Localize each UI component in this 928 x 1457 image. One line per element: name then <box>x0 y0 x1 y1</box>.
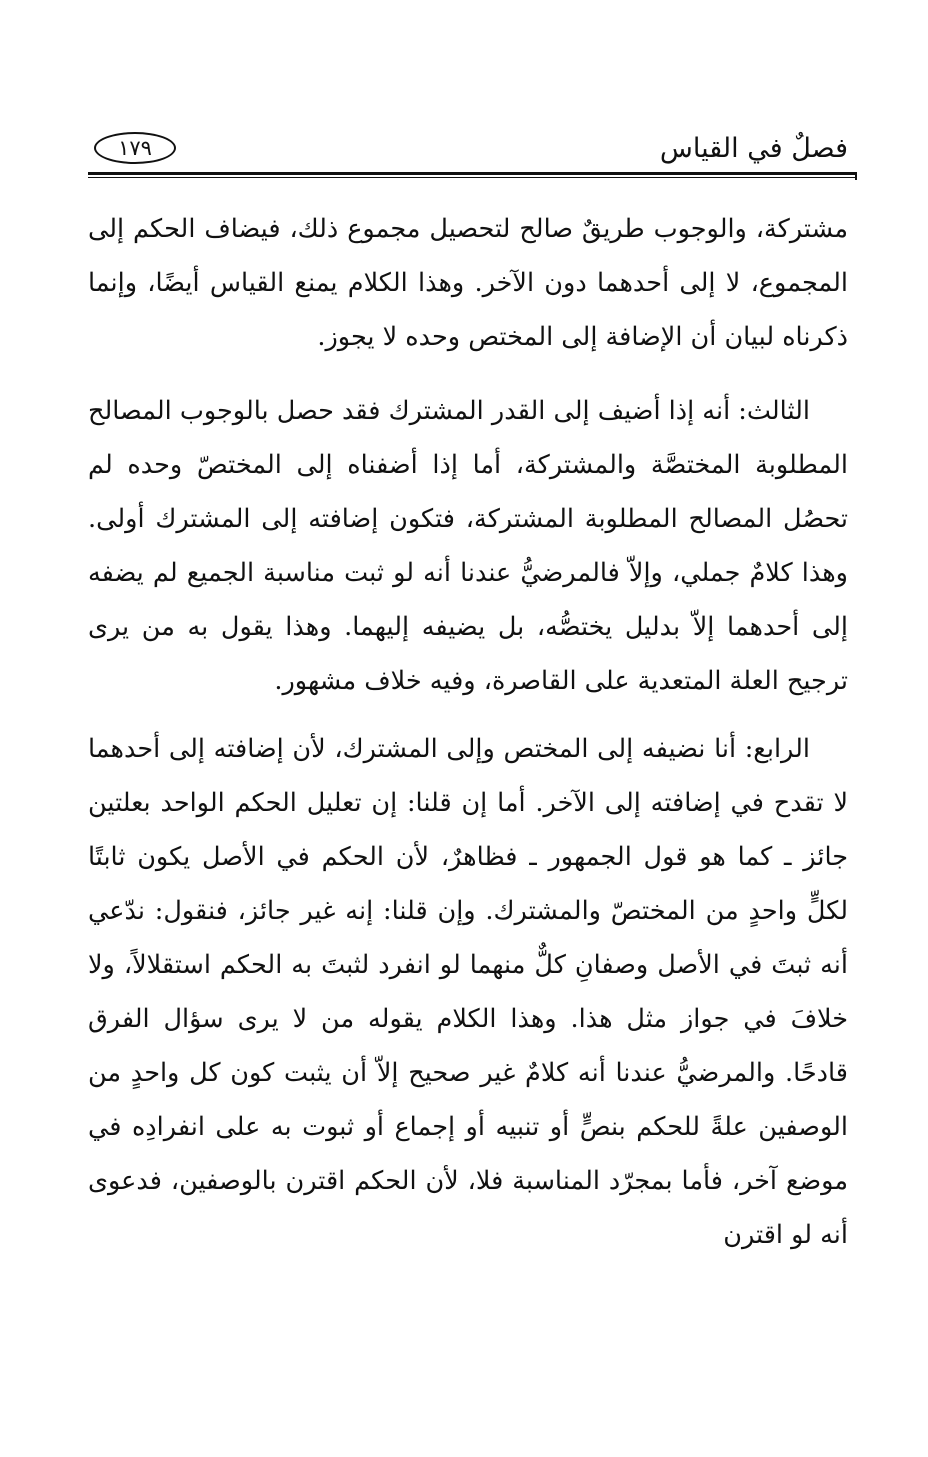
paragraph-spacer <box>88 364 848 384</box>
header-divider-tick <box>855 172 857 180</box>
paragraph-3: الرابع: أنا نضيفه إلى المختص وإلى المشترك، لأن إضافته إلى أحدهما لا تقدح في إضافته إلى الآخر. أما إن قلنا: إن تعليل الحكم الواحد بعلتين جائز ـ كما هو قول الجمهور ـ فظاهرٌ، لأن الحكم في الأصل يكون ثابتًا لكلٍّ واحدٍ من المختصّ والمشترك. وإن قلنا: إنه غير جائز، فنقول: ندّعي أنه ثبتَ في الأصل وصفانِ كلٌّ منهما لو انفرد لثبتَ به الحكم استقلالاً، ولا خلافَ في جواز مثل هذا. وهذا الكلام يقوله من لا يرى سؤال الفرق قادحًا. والمرضيُّ عندنا أنه كلامٌ غير صحيح إلاّ أن يثبت كون كل واحدٍ من الوصفين علةً للحكم بنصٍّ أو تنبيه أو إجماع أو ثبوت به على انفرادِه في موضع آخر، فأما بمجرّد المناسبة فلا، لأن الحكم اقترن بالوصفين، فدعوى أنه لو اقترن <box>88 734 848 1250</box>
paragraph-1: مشتركة، والوجوب طريقٌ صالح لتحصيل مجموع ذلك، فيضاف الحكم إلى المجموع، لا إلى أحدهما دون الآخر. وهذا الكلام يمنع القياس أيضًا، وإنما ذكرناه لبيان أن الإضافة إلى المختص وحده لا يجوز. <box>88 214 848 352</box>
paragraph-2: الثالث: أنه إذا أضيف إلى القدر المشترك فقد حصل بالوجوب المصالح المطلوبة المختصَّة والمشتركة، أما إذا أضفناه إلى المختصّ وحده لم تحصُل المصالح المطلوبة المشتركة، فتكون إضافته إلى المشترك أولى. وهذا كلامٌ جملي، وإلاّ فالمرضيُّ عندنا أنه لو ثبت مناسبة الجميع لم يضفه إلى أحدهما إلاّ بدليل يختصُّه، بل يضيفه إليهما. وهذا يقول به من يرى ترجيح العلة المتعدية على القاصرة، وفيه خلاف مشهور. <box>88 396 848 696</box>
page-number: ١٧٩ <box>118 135 152 160</box>
header-divider <box>88 172 856 178</box>
body-text <box>88 202 848 1262</box>
paragraph-spacer <box>88 708 848 722</box>
running-title: فصلٌ في القياس <box>659 133 848 164</box>
page-header <box>88 128 848 174</box>
page-number-badge <box>94 132 176 164</box>
